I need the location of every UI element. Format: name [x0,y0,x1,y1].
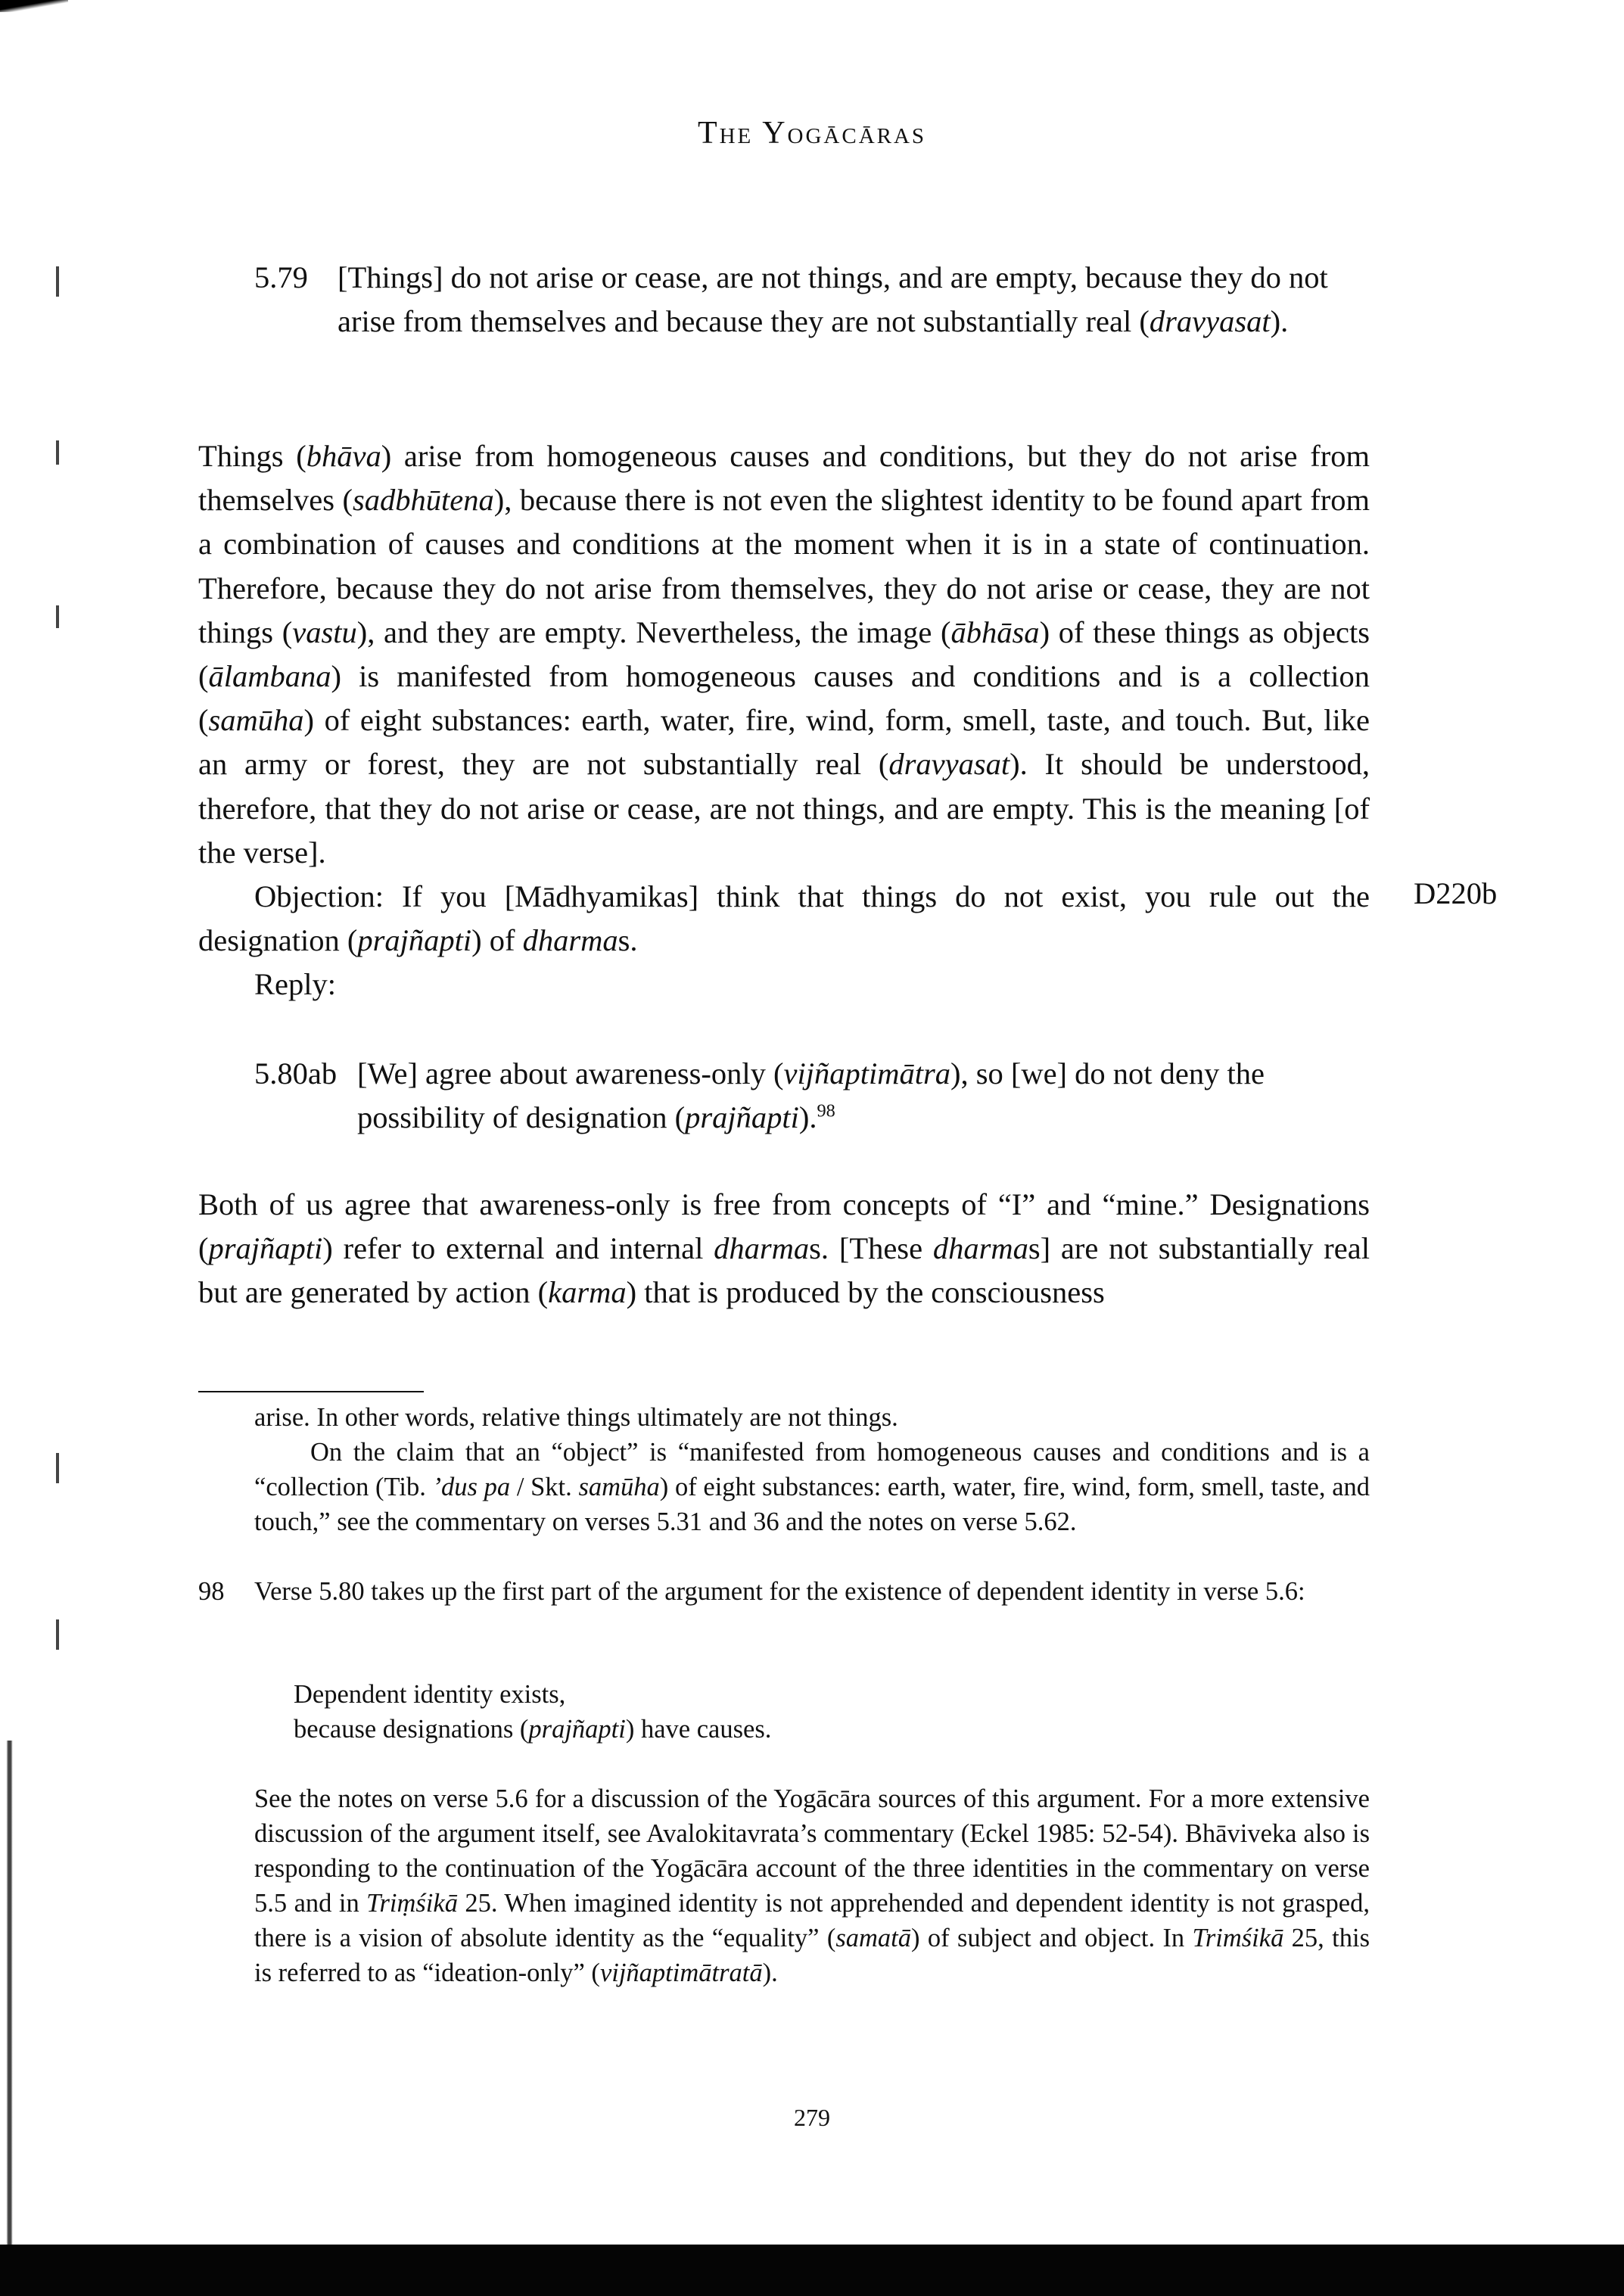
page-number: 279 [794,2104,830,2131]
derge-folio-ref: D220b [1414,876,1498,910]
footnote-98-continuation: See the notes on verse 5.6 for a discussion of the Yogācāra sources of this argument. For a more extensive discussion of the argument itself, see Avalokitavrata’s commentary (Eckel 1985: 52-54). Bhāviveka also is responding to the continuation of the Yogācāra account of the three identities in the commentary on verse 5.5 and in Triṃśikā 25. When imagined identity is not apprehended and dependent identity is not grasped, there is a vision of absolute identity as the “equality” (samatā) of subject and object. In Trimśikā 25, this is referred to as “ideation-only” (vijñaptimātratā). [254,1784,1370,1987]
quote-line: because designations (prajñapti) have causes. [294,1715,772,1744]
footnote-98: Verse 5.80 takes up the first part of the argument for the existence of dependent identity in verse 5.6: [254,1577,1305,1606]
verse-5-79 [254,256,1329,344]
block-quote [294,1677,1277,1747]
footnote-continuation: arise. In other words, relative things ultimately are not things. [254,1403,898,1432]
margin-tick [56,1453,59,1483]
running-head: The Yogācāras [697,116,927,151]
binding-shadow [0,1741,18,2255]
reply-label: Reply: [254,967,336,1001]
margin-tick [56,1619,59,1650]
scan-bottom-bar [0,2245,1624,2296]
commentary-paragraph: Both of us agree that awareness-only is free from concepts of “I” and “mine.” Designations (prajñapti) refer to external and internal dharmas. [These dharmas] are not substantially real but are generated by action (karma) that is produced by the consciousness [198,1187,1370,1310]
objection-paragraph: Objection: If you [Mādhyamikas] think that things do not exist, you rule out the designation (prajñapti) of dharmas. [198,879,1370,958]
footnote-continuation: On the claim that an “object” is “manifested from homogeneous causes and conditions and is a “collection (Tib. ’dus pa / Skt. samūha) of eight substances: earth, water, fire, wind, form, smell, taste, and touch,” see the commentary on verses 5.31 and 36 and the notes on verse 5.62. [254,1438,1370,1536]
margin-tick [56,605,59,628]
verse-number: 5.80ab [254,1056,338,1090]
verse-number: 5.79 [254,260,308,294]
margin-tick [56,266,59,297]
quote-line: Dependent identity exists, [294,1680,566,1709]
verse-5-80ab [254,1052,1329,1140]
margin-tick [56,440,59,465]
scan-corner-mark [0,0,68,12]
footnote-ref-98: 98 [817,1100,835,1122]
verse-text: [Things] do not arise or cease, are not things, and are empty, because they do not arise from themselves and because they are not substantially real (dravyasat). [338,260,1328,338]
footnote-rule [198,1391,424,1392]
verse-text: [We] agree about awareness-only (vijñaptimātra), so [we] do not deny the possibility of designation (prajñapti).$^{98}$ [357,1056,1265,1134]
commentary-paragraph: Things (bhāva) arise from homogeneous causes and conditions, but they do not arise from themselves (sadbhūtena), because there is not even the slightest identity to be found apart from a combination of causes and conditions at the moment when it is in a state of continuation. Therefore, because they do not arise from themselves, they do not arise or cease, they are not things (vastu), and they are empty. Nevertheless, the image (ābhāsa) of these things as objects (ālambana) is manifested from homogeneous causes and conditions and is a collection (samūha) of eight substances: earth, water, fire, wind, form, smell, taste, and touch. But, like an army or forest, they are not substantially real (dravyasat). It should be understood, therefore, that they do not arise or cease, are not things, and are empty. This is the meaning [of the verse]. [198,439,1370,870]
footnote-number: 98 [198,1577,225,1606]
